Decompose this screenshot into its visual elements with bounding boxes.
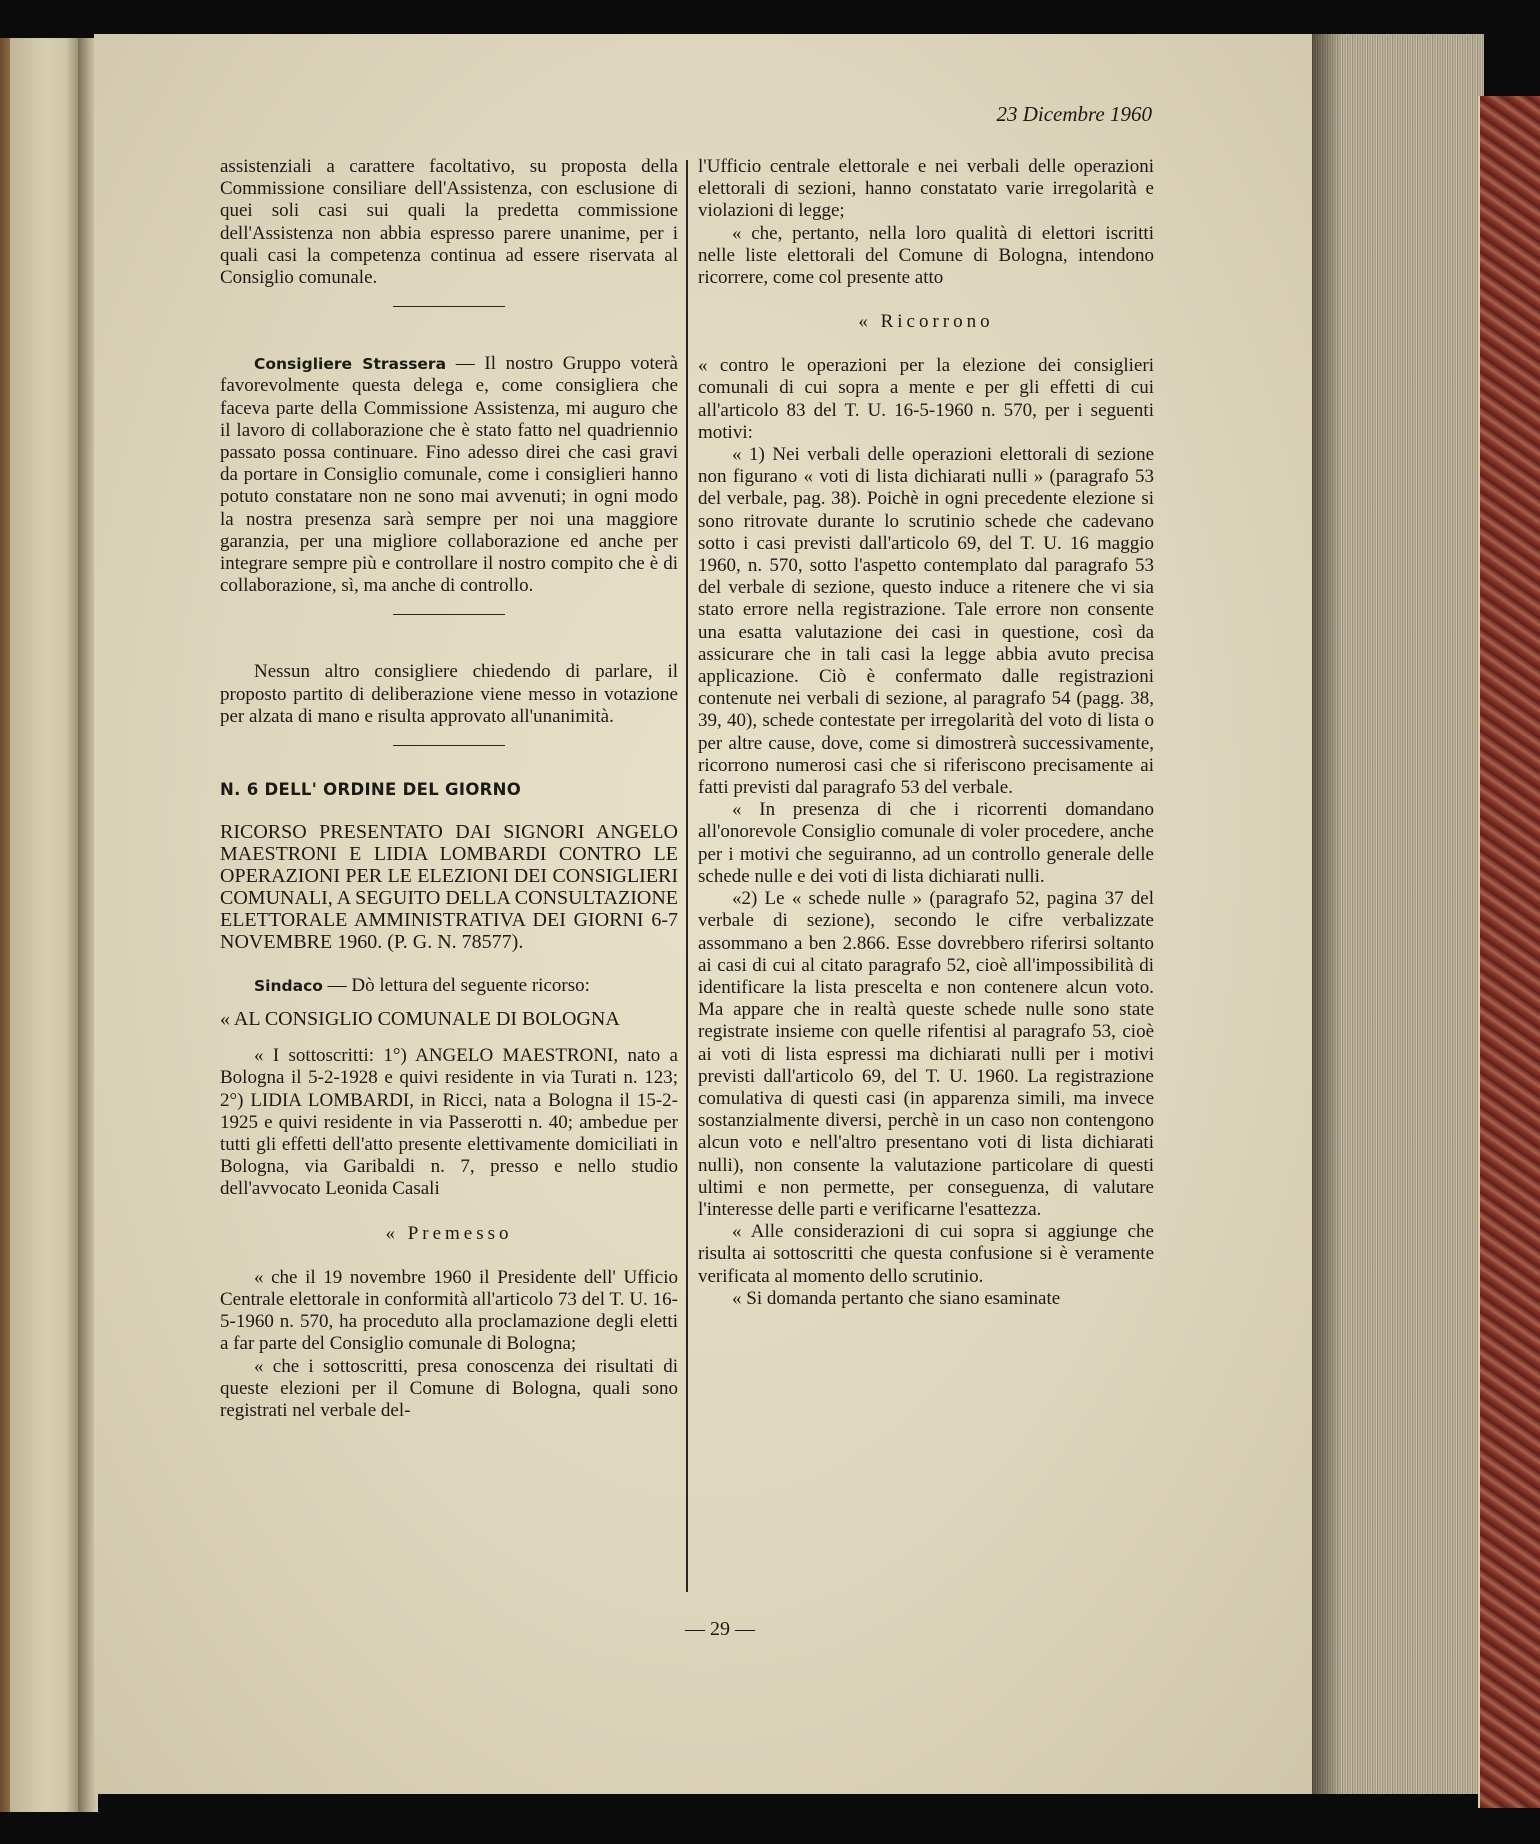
paragraph: « I sottoscritti: 1°) ANGELO MAESTRONI, nato a Bologna il 5-2-1928 e quivi residente in via Turati n. 123; 2°) LIDIA LOMBARDI, in Ricci, nata a Bologna il 15-2-1925 e quivi residente in via Passerotti n. 40; ambedue per tutti gli effetti dell'atto presente elettivamente domiciliati in Bologna, via Garibaldi n. 7, presso e nello studio dell'avvocato Leonida Casali xyxy=(220,1045,678,1200)
premesso-heading: « Premesso xyxy=(385,1222,513,1244)
paragraph: Nessun altro consigliere chiedendo di parlare, il proposto partito di deliberazione viene messo in votazione per alzata di mano e risulta approvato all'unanimità. xyxy=(220,661,678,727)
speaker-name: Sindaco xyxy=(254,977,323,996)
page-date: 23 Dicembre 1960 xyxy=(996,102,1152,126)
marbled-cover xyxy=(1480,96,1540,1808)
paragraph: « In presenza di che i ricorrenti domandano all'onorevole Consiglio comunale di voler procedere, anche per i motivi che seguiranno, ad un controllo generale delle schede nulle e dei voti di lista dichiarati nulli. xyxy=(698,799,1154,887)
speech-text: — Dò lettura del seguente ricorso: xyxy=(322,975,590,997)
paragraph: « che, pertanto, nella loro qualità di elettori iscritti nelle liste elettorali del Comune di Bologna, intendono ricorrere, come col presente atto xyxy=(698,222,1154,289)
paragraph: « Alle considerazioni di cui sopra si aggiunge che risulta ai sottoscritti che questa confusione si è veramente verificata al momento dello scrutinio. xyxy=(698,1221,1154,1287)
column-divider xyxy=(686,160,688,1592)
agenda-item-heading: N. 6 DELL' ORDINE DEL GIORNO xyxy=(220,780,522,800)
section-rule xyxy=(393,306,505,307)
paragraph: « che i sottoscritti, presa conoscenza dei risultati di queste elezioni per il Comune di Bologna, quali sono registrati nel verbale del- xyxy=(220,1355,678,1421)
paragraph: « Si domanda pertanto che siano esaminate xyxy=(732,1287,1061,1309)
section-rule xyxy=(393,614,505,615)
address-line: « AL CONSIGLIO COMUNALE DI BOLOGNA xyxy=(220,1008,620,1031)
section-rule xyxy=(393,745,505,746)
paragraph: l'Ufficio centrale elettorale e nei verbali delle operazioni elettorali di sezioni, hanno constatato varie irregolarità e violazioni di legge; xyxy=(698,156,1154,222)
paragraph: assistenziali a carattere facoltativo, su proposta della Commissione consiliare dell'Assistenza, con esclusione di quei soli casi sui quali la predetta commissione dell'Assistenza non abbia espresso parere unanime, per i quali casi la competenza continua ad essere riservata al Consiglio comunale. xyxy=(220,156,678,289)
left-cover-edge xyxy=(0,38,10,1812)
page-shadow xyxy=(1312,34,1342,1794)
paragraph: «2) Le « schede nulle » (paragrafo 52, pagina 37 del verbale di sezione), secondo le cifre verbalizzate assommano a ben 2.866. Esse dovrebbero riferirsi soltanto ai casi di cui al citato paragrafo 52, cioè all'impossibilità di identificare la lista prescelta e non contenere alcun voto. Ma appare che in realtà queste schede nulle sono state registrate insieme con quelle rifentisi al paragrafo 53, cioè ai voti di lista espressi ma dichiarati nulli per i motivi previsti dall'articolo 69, del T. U. 1960. La registrazione comulativa di questi casi (in apparenza simili, ma invece sostanzialmente diversi, perchè in un caso non contengono alcun voto e nell'altro presentano voti di lista dichiarati nulli), non consente la valutazione particolare di questi ultimi e non permette, per conseguenza, di valutare l'interesse delle parti e verificarne l'esattezza. xyxy=(698,888,1154,1220)
left-column xyxy=(220,156,678,1422)
ricorrono-heading: « Ricorrono xyxy=(858,311,994,333)
paragraph: « che il 19 novembre 1960 il Presidente dell' Ufficio Centrale elettorale in conformità all'articolo 73 del T. U. 16-5-1960 n. 570, ha proceduto alla proclamazione degli eletti a far parte del Consiglio comunale di Bologna; xyxy=(220,1266,678,1355)
agenda-item-title: RICORSO PRESENTATO DAI SIGNORI ANGELO MAESTRONI E LIDIA LOMBARDI CONTRO LE OPERAZIONI PER LE ELEZIONI DEI CONSIGLIERI COMUNALI, A SEGUITO DELLA CONSULTAZIONE ELETTORALE AMMINISTRATIVA DEI GIORNI 6-7 NOVEMBRE 1960. (P. G. N. 78577). xyxy=(220,821,678,954)
left-page-edge xyxy=(0,38,82,1812)
speaker-name: Consigliere Strassera xyxy=(254,355,447,374)
paragraph: « 1) Nei verbali delle operazioni elettorali di sezione non figurano « voti di lista dichiarati nulli » (paragrafo 53 del verbale, pag. 38). Poichè in ogni precedente elezione si sono ritrovate durante lo scrutinio schede che cadevano sotto i casi previsti dall'articolo 69, del T. U. 16 maggio 1960, n. 570, sotto l'aspetto contemplato dal paragrafo 53 del verbale di sezione, questo induce a ritenere che vi sia stato errore nella registrazione. Tale errore non consente una esatta valutazione dei casi in questione, così da assicurare che in tali casi la legge abbia avuto precisa applicazione. Ciò è confermato dalle registrazioni contenute nei verbali di sezione, al paragrafo 54 (pagg. 38, 39, 40), schede contestate per irregolarità del voto di lista o per altre cause, dove, come si dimostrerà successivamente, ricorrono numerosi casi che si riferiscono precisamente ai fatti previsti dal paragrafo 53 del verbale. xyxy=(698,444,1154,799)
speech xyxy=(220,975,678,997)
page-number: — 29 — xyxy=(685,1618,755,1640)
speech-text: — Il nostro Gruppo voterà favorevolmente questa delega e, come consigliera che faceva parte della Commissione Assistenza, mi auguro che il lavoro di collaborazione che è stato fatto nel quadriennio passato possa continuare. Fino adesso direi che casi gravi da portare in Consiglio comunale, come i consiglieri hanno potuto constatare non ne sono mai avvenuti; in ogni modo la nostra presenza sarà sempre per noi una maggiore garanzia, per una migliore collaborazione ed anche per integrare sempre più e controllare il nostro compito che è di collaborazione, sì, ma anche di controllo. xyxy=(220,353,678,597)
right-column xyxy=(698,156,1154,1310)
speech xyxy=(220,353,678,597)
paragraph: « contro le operazioni per la elezione dei consiglieri comunali di cui sopra a mente e per gli effetti di cui all'articolo 83 del T. U. 16-5-1960 n. 570, per i seguenti motivi: xyxy=(698,355,1154,443)
